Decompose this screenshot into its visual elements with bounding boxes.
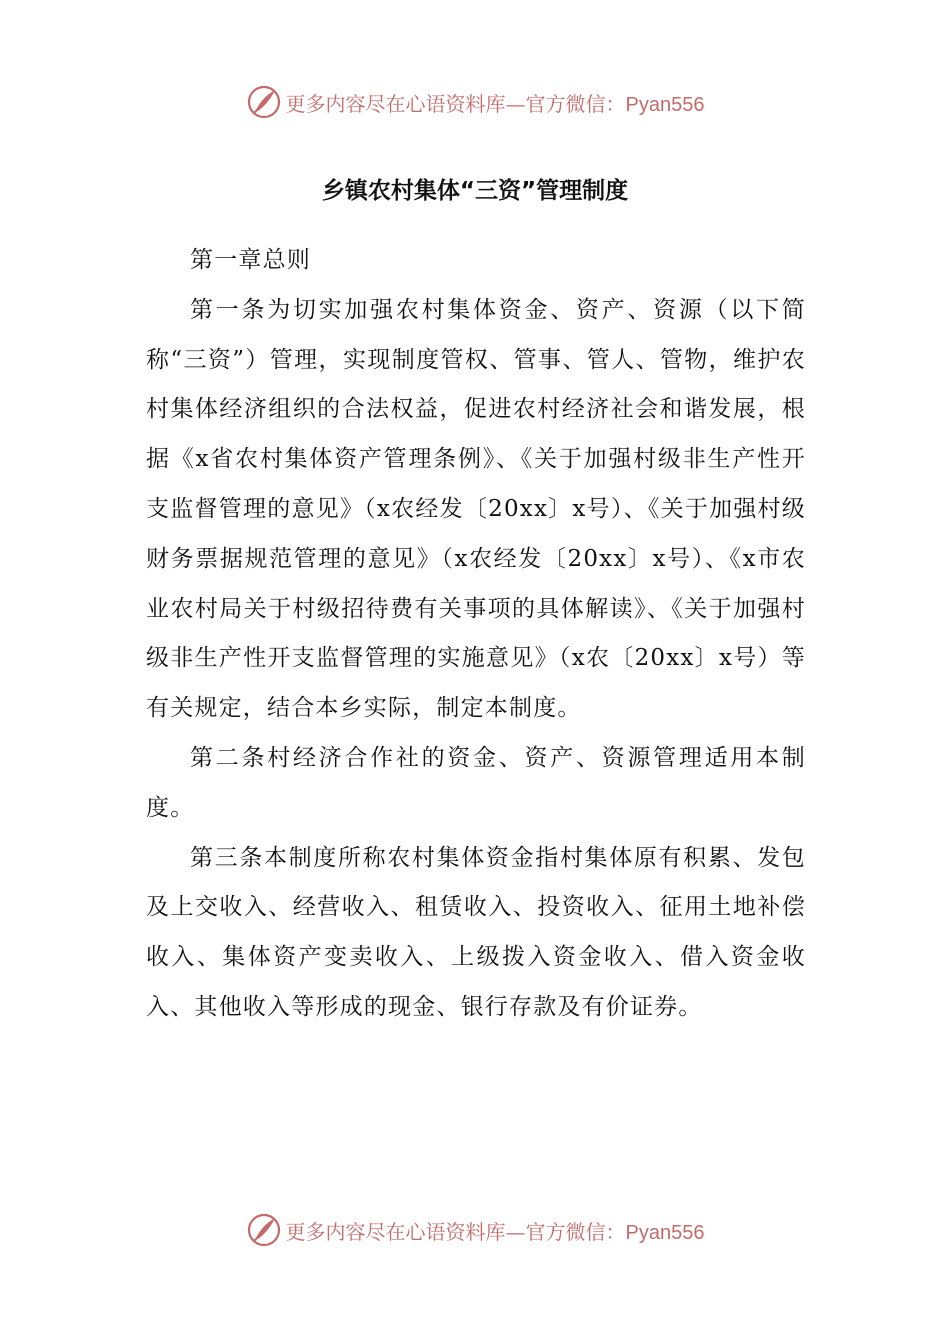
watermark-text: 更多内容尽在心语资料库—官方微信：Pyan556 <box>285 1219 705 1244</box>
article-2: 第二条村经济合作社的资金、资产、资源管理适用本制度。 <box>146 744 806 821</box>
document-title: 乡镇农村集体“三资”管理制度 <box>321 178 629 204</box>
quill-logo-icon <box>246 84 282 120</box>
watermark-text: 更多内容尽在心语资料库—官方微信：Pyan556 <box>285 91 705 116</box>
article-1: 第一条为切实加强农村集体资金、资产、资源（以下简称“三资”）管理，实现制度管权、管事、管人、管物，维护农村集体经济组织的合法权益，促进农村经济社会和谐发展，根据《x省农村集体资产管理条例》、《关于加强村级非生产性开支监督管理的意见》（x农经发〔20xx〕x号）、《关于加强村级财务票据规范管理的意见》（x农经发〔20xx〕x号）、《x市农业农村局关于村级招待费有关事项的具体解读》、《关于加强村级非生产性开支监督管理的实施意见》（x农〔20xx〕x号）等有关规定，结合本乡实际，制定本制度。 <box>146 296 806 722</box>
quill-logo-icon <box>246 1212 282 1248</box>
watermark-banner-bottom <box>0 1210 950 1250</box>
chapter-heading: 第一章总则 <box>190 247 311 273</box>
document-body <box>146 236 806 1033</box>
article-3: 第三条本制度所称农村集体资金指村集体原有积累、发包及上交收入、经营收入、租赁收入、投资收入、征用土地补偿收入、集体资产变卖收入、上级拨入资金收入、借入资金收入、其他收入等形成的现金、银行存款及有价证券。 <box>146 844 806 1020</box>
watermark-banner-top <box>0 82 950 122</box>
